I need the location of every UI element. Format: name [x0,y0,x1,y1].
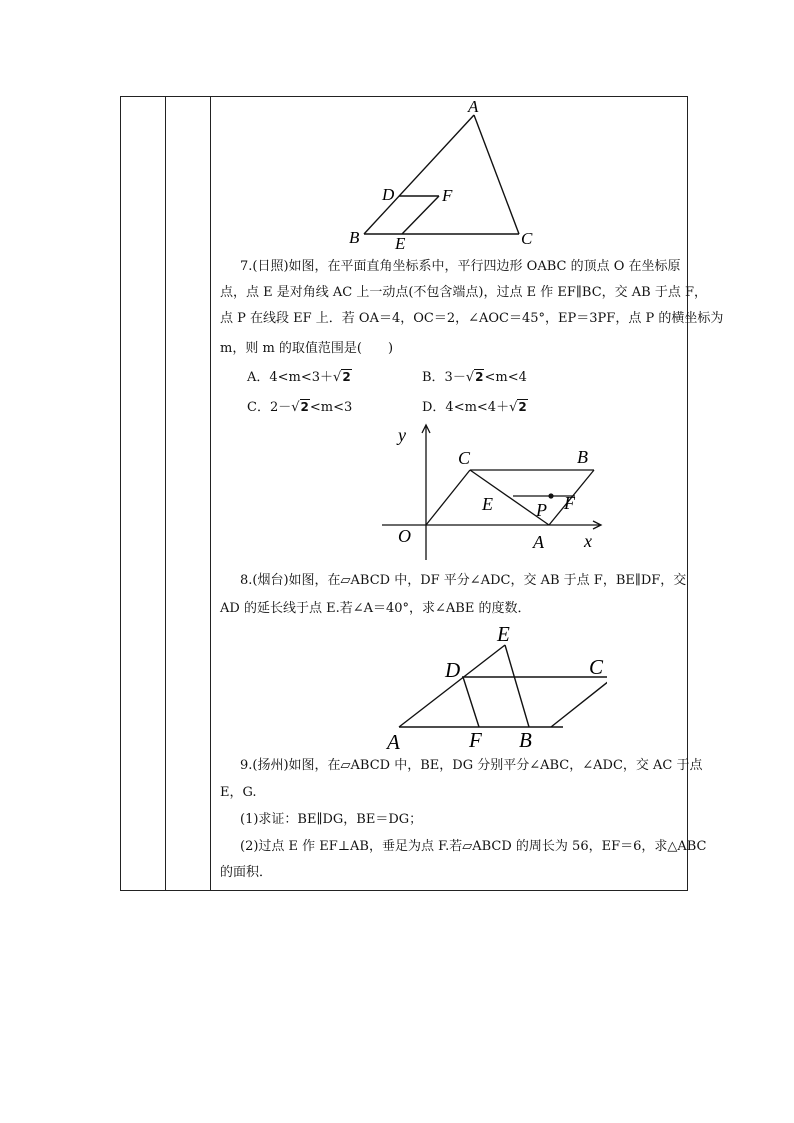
label-C: C [521,229,533,248]
label-F: F [442,186,453,205]
table-column-left [121,97,166,890]
q7-option-d: D．4<m<4＋√2 [422,400,527,415]
label-E: E [482,494,493,514]
segment-DF [463,677,479,727]
label-E: E [497,623,510,646]
label-A: A [533,532,544,552]
q9-line-2: E，G. [220,785,257,800]
label-O: O [398,526,411,546]
q7-line-1: 7.(日照)如图，在平面直角坐标系中，平行四边形 OABC 的顶点 O 在坐标原 [240,259,681,274]
label-P: P [536,500,547,520]
coordinate-figure [372,422,612,567]
table-content-cell [212,97,724,890]
label-B: B [519,728,532,752]
q8-line-1: 8.(烟台)如图，在▱ABCD 中，DF 平分∠ADC，交 AB 于点 F，BE∥DF，交 [240,573,687,588]
segment-AC [474,115,519,234]
label-y: y [398,425,406,445]
point-P [548,493,553,498]
label-F: F [564,493,575,513]
q9-line-4: (2)过点 E 作 EF⊥AB，垂足为点 F.若▱ABCD 的周长为 56，EF＝6，求△ABC [240,839,707,854]
q7-line-3: 点 P 在线段 EF 上．若 OA＝4，OC＝2，∠AOC＝45°，EP＝3PF，点 P 的横坐标为 [220,311,724,326]
label-C: C [458,448,471,468]
segment-BC [551,677,607,727]
label-D: D [382,185,395,204]
q7-option-a: A．4<m<3＋√2 [247,370,351,385]
label-A: A [387,730,400,753]
q9-line-3: (1)求证：BE∥DG，BE＝DG； [240,812,423,827]
q7-option-b: B．3－√2<m<4 [422,370,527,385]
label-A: A [468,97,479,116]
table-column-middle [167,97,211,890]
label-B: B [577,447,588,467]
q7-line-4: m，则 m 的取值范围是( ) [220,341,394,356]
segment-OC [426,470,470,525]
label-B: B [349,228,360,247]
label-E: E [395,234,406,252]
label-F: F [469,728,482,752]
q8-line-2: AD 的延长线于点 E.若∠A＝40°，求∠ABE 的度数． [220,601,531,616]
q9-line-1: 9.(扬州)如图，在▱ABCD 中，BE，DG 分别平分∠ABC，∠ADC，交 AC 于点 [240,758,703,773]
label-x: x [584,531,592,551]
parallelogram-figure [377,623,607,753]
label-C: C [589,655,604,679]
q7-line-2: 点，点 E 是对角线 AC 上一动点(不包含端点)，过点 E 作 EF∥BC，交 AB 于点 F， [220,285,707,300]
triangle-figure [347,97,547,252]
label-D: D [445,658,461,682]
q9-line-5: 的面积． [220,865,273,880]
q7-option-c: C．2－√2<m<3 [247,400,353,415]
question-table [120,96,724,891]
segment-EB [505,645,529,727]
segment-FE [402,196,439,234]
